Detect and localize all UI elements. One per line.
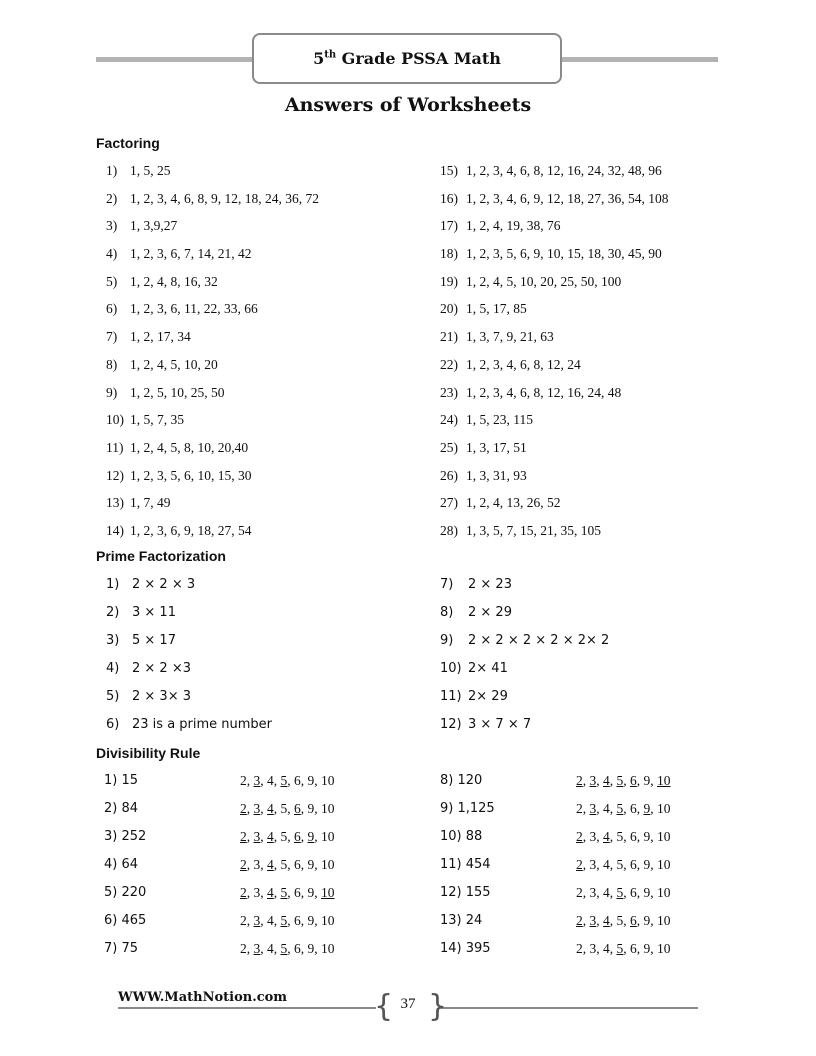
divisibility-row xyxy=(104,851,424,879)
answer-number: 11) xyxy=(106,439,124,455)
prime-answer-row xyxy=(440,711,609,739)
divisor-underlined: 2 xyxy=(240,857,247,872)
divisor: 2 xyxy=(240,913,247,928)
divisor: 3 xyxy=(253,857,261,872)
divisibility-number: 6) 465 xyxy=(104,913,147,928)
divisibility-options: 2, 3, 4, 5, 6, 9, 10 xyxy=(576,941,671,956)
answer-number: 24) xyxy=(440,412,458,428)
prime-answer-row xyxy=(106,683,272,711)
divisibility-options: 2, 3, 4, 5, 6, 9, 10 xyxy=(576,913,671,928)
answer-number: 28) xyxy=(440,522,458,538)
divisibility-options: 2, 3, 4, 5, 6, 9, 10 xyxy=(240,829,335,844)
answer-value: 1, 2, 4, 19, 38, 76 xyxy=(466,218,561,234)
divisibility-options: 2, 3, 4, 5, 6, 9, 10 xyxy=(240,885,335,900)
divisor: 9 xyxy=(643,773,651,788)
answer-value: 1, 2, 3, 5, 6, 10, 15, 30 xyxy=(130,467,252,483)
answer-value: 1, 5, 25 xyxy=(130,163,171,178)
factor-answer-row xyxy=(106,240,319,268)
divisor-underlined: 3 xyxy=(589,773,597,788)
answer-value: 1, 5, 17, 85 xyxy=(466,301,527,317)
answer-number: 6) xyxy=(106,717,120,732)
divisor-underlined: 3 xyxy=(253,773,261,788)
answer-number: 3) xyxy=(106,218,118,234)
divisibility-number: 2) 84 xyxy=(104,801,139,816)
divisor: 6 xyxy=(630,801,637,816)
answer-number: 1) xyxy=(106,577,120,592)
divisor-underlined: 4 xyxy=(267,857,274,872)
divisor: 5 xyxy=(280,829,288,844)
divisor-underlined: 5 xyxy=(616,801,624,816)
prime-answer-row xyxy=(440,599,609,627)
divisibility-number: 9) 1,125 xyxy=(440,801,495,816)
factor-answer-row xyxy=(106,434,319,462)
answer-number: 4) xyxy=(106,246,118,262)
divisor: 9 xyxy=(307,941,315,956)
footer-rule-right xyxy=(438,1007,698,1009)
divisor: 5 xyxy=(280,857,288,872)
page-number: 37 xyxy=(400,996,416,1012)
factor-answer-row xyxy=(440,212,669,240)
answer-number: 21) xyxy=(440,329,458,345)
answer-value: 1, 2, 3, 4, 6, 8, 9, 12, 18, 24, 36, 72 xyxy=(130,190,319,206)
answer-value: 1, 2, 3, 5, 6, 9, 10, 15, 18, 30, 45, 90 xyxy=(466,246,662,262)
divisor-underlined: 6 xyxy=(630,913,637,928)
divisor: 10 xyxy=(657,801,671,816)
prime-left-column xyxy=(106,571,272,739)
answer-value: 23 is a prime number xyxy=(132,717,273,732)
answer-value: 3 × 11 xyxy=(132,605,176,620)
divisor: 4 xyxy=(267,773,274,788)
divisor: 6 xyxy=(630,829,637,844)
divisor: 2 xyxy=(576,941,583,956)
answer-number: 5) xyxy=(106,273,118,289)
divisor-underlined: 4 xyxy=(267,829,274,844)
answer-value: 2 × 23 xyxy=(468,577,512,592)
answer-number: 2) xyxy=(106,605,120,620)
answer-value: 1, 2, 4, 5, 8, 10, 20,40 xyxy=(130,439,249,455)
answer-number: 3) xyxy=(106,633,120,648)
answer-number: 7) xyxy=(106,329,118,345)
header-title-box xyxy=(252,33,562,84)
divisor-underlined: 5 xyxy=(616,773,624,788)
factor-answer-row xyxy=(106,351,319,379)
factor-answer-row xyxy=(440,462,669,490)
prime-answer-row xyxy=(440,683,609,711)
answer-value: 1, 2, 3, 4, 6, 8, 12, 16, 24, 32, 48, 96 xyxy=(466,163,662,178)
divisor-underlined: 2 xyxy=(240,829,247,844)
factor-answer-row xyxy=(106,406,319,434)
prime-answer-row xyxy=(106,655,272,683)
divisor: 5 xyxy=(280,801,288,816)
divisor-underlined: 2 xyxy=(576,913,583,928)
header-rule-left xyxy=(96,57,253,62)
divisor-underlined: 2 xyxy=(240,801,247,816)
divisor-underlined: 2 xyxy=(576,773,583,788)
divisor: 2 xyxy=(240,941,247,956)
divisibility-row xyxy=(440,907,700,935)
divisor: 3 xyxy=(589,885,597,900)
divisor-underlined: 2 xyxy=(576,857,583,872)
footer-brace-close: } xyxy=(428,989,448,1024)
section-heading-prime-factorization: Prime Factorization xyxy=(96,548,226,564)
factor-answer-row xyxy=(440,434,669,462)
factor-answer-row xyxy=(106,323,319,351)
factor-answer-row xyxy=(440,240,669,268)
factor-answer-row xyxy=(106,379,319,407)
divisibility-number: 3) 252 xyxy=(104,829,147,844)
answer-value: 1, 3, 5, 7, 15, 21, 35, 105 xyxy=(466,522,601,538)
divisor: 6 xyxy=(294,773,301,788)
answer-number: 9) xyxy=(440,633,454,648)
divisibility-number: 8) 120 xyxy=(440,773,483,788)
divisibility-row xyxy=(104,879,424,907)
divisor: 3 xyxy=(589,829,597,844)
divisibility-options: 2, 3, 4, 5, 6, 9, 10 xyxy=(576,773,671,788)
divisibility-row xyxy=(440,851,700,879)
factor-answer-row xyxy=(106,157,319,185)
answer-number: 9) xyxy=(106,384,118,400)
divisor-underlined: 5 xyxy=(616,941,624,956)
divisor-underlined: 4 xyxy=(603,829,610,844)
answer-value: 1, 3, 31, 93 xyxy=(466,467,527,483)
answer-value: 1, 2, 4, 5, 10, 20 xyxy=(130,356,218,372)
answer-number: 18) xyxy=(440,246,458,262)
divisor-underlined: 2 xyxy=(240,885,247,900)
divisor: 6 xyxy=(630,885,637,900)
divisibility-row xyxy=(440,767,700,795)
answer-number: 27) xyxy=(440,495,458,511)
answer-number: 26) xyxy=(440,467,458,483)
divisor: 10 xyxy=(321,829,335,844)
divisor-underlined: 5 xyxy=(280,941,288,956)
answer-value: 1, 2, 4, 8, 16, 32 xyxy=(130,273,218,289)
answer-value: 1, 2, 3, 6, 9, 18, 27, 54 xyxy=(130,522,252,538)
answer-number: 2) xyxy=(106,190,118,206)
factor-answer-row xyxy=(106,212,319,240)
divisor-underlined: 4 xyxy=(603,913,610,928)
divisibility-row xyxy=(440,879,700,907)
divisor: 10 xyxy=(657,857,671,872)
header-title-text: Grade PSSA Math xyxy=(336,49,501,68)
prime-answer-row xyxy=(440,655,609,683)
divisibility-number: 12) 155 xyxy=(440,885,491,900)
divisibility-number: 4) 64 xyxy=(104,857,139,872)
factor-answer-row xyxy=(106,268,319,296)
divisibility-row xyxy=(104,767,424,795)
divisor: 4 xyxy=(603,885,610,900)
divisibility-number: 14) 395 xyxy=(440,941,491,956)
factor-answer-row xyxy=(440,517,669,545)
divisibility-number: 7) 75 xyxy=(104,941,139,956)
header-grade-number: 5 xyxy=(313,49,325,68)
factor-answer-row xyxy=(440,268,669,296)
divisor: 10 xyxy=(657,829,671,844)
divisor: 9 xyxy=(643,885,651,900)
divisor-underlined: 3 xyxy=(253,941,261,956)
answer-number: 11) xyxy=(440,689,462,704)
divisor-underlined: 5 xyxy=(280,773,288,788)
divisor: 6 xyxy=(294,913,301,928)
answer-number: 12) xyxy=(106,467,124,483)
divisor-underlined: 10 xyxy=(657,773,671,788)
answer-number: 13) xyxy=(106,495,124,511)
divisor: 10 xyxy=(657,941,671,956)
answer-value: 1, 7, 49 xyxy=(130,495,171,511)
divisor-underlined: 6 xyxy=(294,801,301,816)
divisor: 10 xyxy=(321,941,335,956)
answer-number: 5) xyxy=(106,689,120,704)
answer-number: 15) xyxy=(440,163,458,178)
divisibility-number: 11) 454 xyxy=(440,857,491,872)
prime-answer-row xyxy=(106,599,272,627)
answer-number: 20) xyxy=(440,301,458,317)
footer-rule-left xyxy=(118,1007,376,1009)
answer-number: 8) xyxy=(106,356,118,372)
answer-value: 1, 2, 4, 13, 26, 52 xyxy=(466,495,561,511)
answer-number: 4) xyxy=(106,661,120,676)
answer-value: 1, 2, 3, 6, 11, 22, 33, 66 xyxy=(130,301,258,317)
factor-answer-row xyxy=(440,379,669,407)
prime-answer-row xyxy=(106,627,272,655)
divisor-underlined: 3 xyxy=(589,801,597,816)
divisor-underlined: 3 xyxy=(589,913,597,928)
divisor: 9 xyxy=(307,857,315,872)
divisor-underlined: 4 xyxy=(267,801,274,816)
divisibility-options: 2, 3, 4, 5, 6, 9, 10 xyxy=(240,857,335,872)
factoring-left-column xyxy=(106,157,319,545)
divisor: 9 xyxy=(307,801,315,816)
divisor: 2 xyxy=(240,773,247,788)
answer-value: 1, 2, 3, 4, 6, 8, 12, 24 xyxy=(466,356,581,372)
divisibility-row xyxy=(104,935,424,963)
divisor-underlined: 3 xyxy=(253,829,261,844)
prime-answer-row xyxy=(440,571,609,599)
divisor: 2 xyxy=(576,885,583,900)
divisor: 5 xyxy=(616,913,624,928)
factoring-right-column xyxy=(440,157,669,545)
divisor: 5 xyxy=(616,829,624,844)
divisibility-options: 2, 3, 4, 5, 6, 9, 10 xyxy=(240,941,335,956)
divisor-underlined: 6 xyxy=(630,773,637,788)
footer-brace-open: { xyxy=(374,989,394,1024)
answer-number: 25) xyxy=(440,439,458,455)
divisor: 3 xyxy=(589,857,597,872)
divisor-underlined: 3 xyxy=(253,801,261,816)
factor-answer-row xyxy=(440,295,669,323)
answer-value: 1, 2, 17, 34 xyxy=(130,329,191,345)
divisor: 9 xyxy=(643,829,651,844)
answer-number: 8) xyxy=(440,605,454,620)
divisor: 6 xyxy=(630,857,637,872)
divisor-underlined: 3 xyxy=(253,913,261,928)
header-rule-right xyxy=(562,57,718,62)
answer-value: 1, 2, 3, 6, 7, 14, 21, 42 xyxy=(130,246,252,262)
divisibility-options: 2, 3, 4, 5, 6, 9, 10 xyxy=(240,913,335,928)
answer-number: 10) xyxy=(106,412,124,428)
divisor: 3 xyxy=(253,885,261,900)
divisor-underlined: 9 xyxy=(307,829,315,844)
footer-website: WWW.MathNotion.com xyxy=(118,990,288,1005)
divisor: 2 xyxy=(576,801,583,816)
divisor: 3 xyxy=(589,941,597,956)
answer-number: 19) xyxy=(440,273,458,289)
divisor: 6 xyxy=(294,885,301,900)
divisibility-options: 2, 3, 4, 5, 6, 9, 10 xyxy=(576,801,671,816)
header-title xyxy=(313,49,501,68)
factor-answer-row xyxy=(106,517,319,545)
divisibility-options: 2, 3, 4, 5, 6, 9, 10 xyxy=(576,857,671,872)
answer-value: 2 × 29 xyxy=(468,605,512,620)
prime-answer-row xyxy=(106,571,272,599)
divisibility-row xyxy=(440,935,700,963)
divisor: 6 xyxy=(294,941,301,956)
answer-value: 3 × 7 × 7 xyxy=(468,717,532,732)
section-heading-divisibility-rule: Divisibility Rule xyxy=(96,745,201,761)
divisibility-number: 13) 24 xyxy=(440,913,483,928)
answer-number: 14) xyxy=(106,522,124,538)
factor-answer-row xyxy=(440,185,669,213)
answer-value: 2 × 2 × 2 × 2 × 2× 2 xyxy=(468,633,610,648)
divisor: 9 xyxy=(307,885,315,900)
divisibility-left-column xyxy=(104,767,424,963)
answer-value: 1, 3, 17, 51 xyxy=(466,439,527,455)
divisibility-row xyxy=(104,823,424,851)
answer-value: 2 × 2 ×3 xyxy=(132,661,191,676)
factor-answer-row xyxy=(440,323,669,351)
divisibility-row xyxy=(104,795,424,823)
prime-right-column xyxy=(440,571,609,739)
answer-number: 10) xyxy=(440,661,462,676)
factor-answer-row xyxy=(106,185,319,213)
header-grade-suffix: th xyxy=(324,49,337,61)
answer-value: 2 × 3× 3 xyxy=(132,689,191,704)
answer-value: 1, 2, 3, 4, 6, 9, 12, 18, 27, 36, 54, 108 xyxy=(466,190,669,206)
prime-answer-row xyxy=(440,627,609,655)
factor-answer-row xyxy=(440,489,669,517)
answer-number: 23) xyxy=(440,384,458,400)
divisor: 10 xyxy=(657,885,671,900)
divisibility-options: 2, 3, 4, 5, 6, 9, 10 xyxy=(240,773,335,788)
answer-number: 1) xyxy=(106,163,118,178)
divisibility-row xyxy=(104,907,424,935)
divisor: 9 xyxy=(307,773,315,788)
divisor: 4 xyxy=(603,801,610,816)
answer-value: 1, 3, 7, 9, 21, 63 xyxy=(466,329,554,345)
divisor-underlined: 5 xyxy=(280,913,288,928)
factor-answer-row xyxy=(440,351,669,379)
factor-answer-row xyxy=(106,462,319,490)
factor-answer-row xyxy=(106,489,319,517)
factor-answer-row xyxy=(106,295,319,323)
divisibility-row xyxy=(440,823,700,851)
divisor-underlined: 4 xyxy=(267,885,274,900)
divisibility-number: 5) 220 xyxy=(104,885,147,900)
divisor: 4 xyxy=(267,913,274,928)
divisor-underlined: 4 xyxy=(603,773,610,788)
factor-answer-row xyxy=(440,157,669,185)
divisor: 10 xyxy=(321,913,335,928)
divisibility-right-column xyxy=(440,767,700,963)
answer-value: 1, 2, 3, 4, 6, 8, 12, 16, 24, 48 xyxy=(466,384,622,400)
divisor: 10 xyxy=(321,773,335,788)
prime-answer-row xyxy=(106,711,272,739)
answer-number: 17) xyxy=(440,218,458,234)
answer-value: 2× 41 xyxy=(468,661,508,676)
answer-number: 16) xyxy=(440,190,458,206)
divisor: 9 xyxy=(643,913,651,928)
divisibility-options: 2, 3, 4, 5, 6, 9, 10 xyxy=(576,829,671,844)
divisor-underlined: 10 xyxy=(321,885,335,900)
divisibility-row xyxy=(440,795,700,823)
divisor-underlined: 5 xyxy=(616,885,624,900)
answer-number: 12) xyxy=(440,717,462,732)
divisibility-options: 2, 3, 4, 5, 6, 9, 10 xyxy=(576,885,671,900)
divisibility-number: 10) 88 xyxy=(440,829,483,844)
answer-number: 7) xyxy=(440,577,454,592)
divisor: 4 xyxy=(603,941,610,956)
divisor: 9 xyxy=(307,913,315,928)
page-title: Answers of Worksheets xyxy=(284,94,532,116)
divisor: 4 xyxy=(603,857,610,872)
answer-value: 1, 5, 7, 35 xyxy=(130,412,184,428)
divisor: 5 xyxy=(616,857,624,872)
answer-number: 22) xyxy=(440,356,458,372)
answer-value: 1, 2, 5, 10, 25, 50 xyxy=(130,384,225,400)
answer-value: 2× 29 xyxy=(468,689,508,704)
answer-value: 1, 3,9,27 xyxy=(130,218,178,234)
answer-value: 1, 2, 4, 5, 10, 20, 25, 50, 100 xyxy=(466,273,622,289)
divisor: 10 xyxy=(321,857,335,872)
divisor: 10 xyxy=(657,913,671,928)
answer-number: 6) xyxy=(106,301,118,317)
divisor: 9 xyxy=(643,857,651,872)
divisor: 6 xyxy=(630,941,637,956)
divisor-underlined: 6 xyxy=(294,829,301,844)
divisor: 4 xyxy=(267,941,274,956)
divisor: 6 xyxy=(294,857,301,872)
factor-answer-row xyxy=(440,406,669,434)
divisor-underlined: 5 xyxy=(280,885,288,900)
divisor-underlined: 9 xyxy=(643,801,651,816)
answer-value: 2 × 2 × 3 xyxy=(132,577,196,592)
divisibility-options: 2, 3, 4, 5, 6, 9, 10 xyxy=(240,801,335,816)
divisor: 9 xyxy=(643,941,651,956)
divisibility-number: 1) 15 xyxy=(104,773,139,788)
section-heading-factoring: Factoring xyxy=(96,135,160,151)
divisor-underlined: 2 xyxy=(576,829,583,844)
answer-value: 5 × 17 xyxy=(132,633,176,648)
divisor: 10 xyxy=(321,801,335,816)
answer-value: 1, 5, 23, 115 xyxy=(466,412,533,428)
